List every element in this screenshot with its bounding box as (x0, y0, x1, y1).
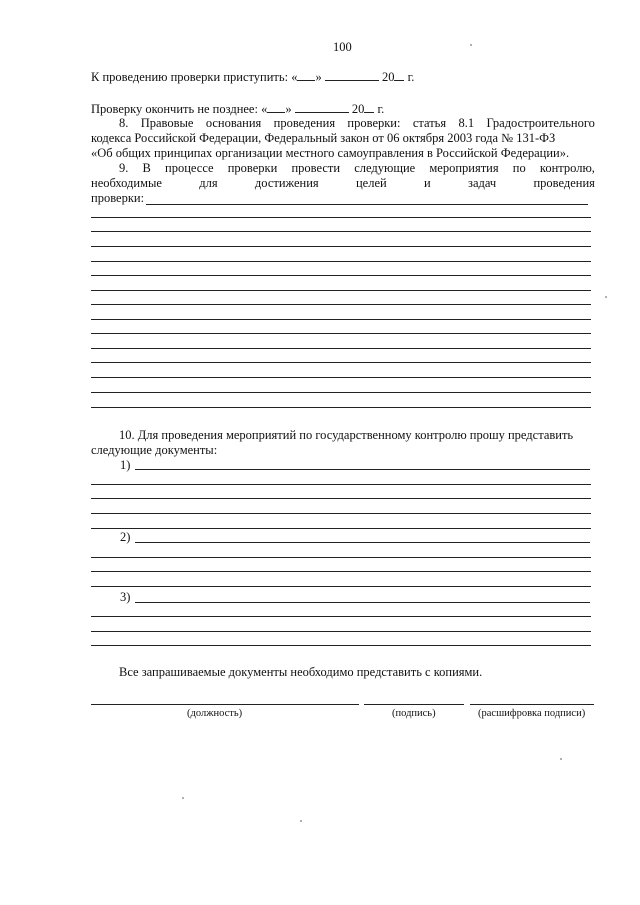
item9-blank-line[interactable] (91, 392, 591, 393)
item9-word: процессе (165, 161, 214, 175)
item9-blank-line[interactable] (91, 377, 591, 378)
item8-word: проведения (273, 116, 336, 130)
item9-blank-line[interactable] (91, 304, 591, 305)
item9-line1 (119, 161, 595, 175)
item10-line1: 10. Для проведения мероприятий по государственному контролю прошу представить (119, 428, 574, 442)
document-entry-2-line[interactable] (91, 557, 591, 558)
start-month-field[interactable] (325, 69, 379, 81)
closing-note: Все запрашиваемые документы необходимо представить с копиями. (119, 665, 483, 679)
item9-word: достижения (254, 176, 319, 190)
position-caption: (должность) (187, 708, 243, 719)
position-line[interactable] (91, 704, 359, 705)
document-entry-1-line[interactable] (91, 498, 591, 499)
start-year-field[interactable] (394, 69, 404, 81)
item8-word: Градостроительного (486, 116, 595, 130)
start-year-prefix: 20 (381, 70, 395, 84)
item9-word: проверки (227, 161, 278, 175)
item9-word: следующие (354, 161, 416, 175)
item9-word: необходимые (91, 176, 162, 190)
document-entry-3-line[interactable] (91, 631, 591, 632)
item9-blank-line[interactable] (91, 246, 591, 247)
document-entry-1-field[interactable] (135, 469, 590, 470)
scan-speck (182, 797, 184, 799)
document-entry-3-line[interactable] (91, 616, 591, 617)
start-quote-open: « (291, 70, 298, 84)
item9-blank-line[interactable] (91, 261, 591, 262)
document-entry-2-number: 2) (120, 530, 131, 544)
signature-decoding-line[interactable] (470, 704, 594, 705)
document-entry-2-field[interactable] (135, 542, 590, 543)
document-entry-3-number: 3) (120, 590, 131, 604)
signature-line[interactable] (364, 704, 464, 705)
document-entry-2-line[interactable] (91, 586, 591, 587)
item9-word: В (142, 161, 151, 175)
page-number: 100 (333, 40, 352, 54)
document-entry-3-field[interactable] (135, 602, 590, 603)
start-date-label: К проведению проверки приступить: (91, 70, 289, 84)
document-entry-1-line[interactable] (91, 528, 591, 529)
end-year-suffix: г. (377, 102, 385, 116)
start-year-suffix: г. (407, 70, 415, 84)
end-date-line (91, 101, 384, 116)
item9-blank-line[interactable] (91, 348, 591, 349)
item10-line2: следующие документы: (91, 443, 218, 457)
item9-blank-line[interactable] (91, 290, 591, 291)
start-day-field[interactable] (297, 69, 315, 81)
end-day-field[interactable] (267, 101, 285, 113)
start-date-line (91, 69, 414, 84)
item9-word: контролю, (539, 161, 595, 175)
document-entry-2-line[interactable] (91, 571, 591, 572)
signature-decoding-caption: (расшифровка подписи) (478, 708, 586, 719)
item9-line3-label: проверки: (91, 191, 145, 205)
document-entry-3-line[interactable] (91, 645, 591, 646)
item8-word: основания (205, 116, 262, 130)
scan-speck (300, 820, 302, 822)
end-year-prefix: 20 (351, 102, 365, 116)
item9-word: проведения (533, 176, 595, 190)
item8-line1 (119, 116, 595, 130)
item8-line2: кодекса Российской Федерации, Федеральный закон от 06 октября 2003 года № 131-ФЗ (91, 131, 556, 145)
item9-fill-line[interactable] (146, 204, 588, 205)
item8-word: Правовые (140, 116, 194, 130)
item9-blank-line[interactable] (91, 319, 591, 320)
end-quote-close: » (285, 102, 292, 116)
item8-word: проверки: (347, 116, 401, 130)
item9-blank-line[interactable] (91, 333, 591, 334)
document-entry-1-line[interactable] (91, 484, 591, 485)
document-entry-1-line[interactable] (91, 513, 591, 514)
item9-word: по (512, 161, 526, 175)
end-year-field[interactable] (364, 101, 374, 113)
item9-word: задач (468, 176, 497, 190)
scan-speck (470, 44, 472, 46)
item9-word: целей (355, 176, 387, 190)
item9-line2 (91, 176, 595, 190)
item8-word: 8. (119, 116, 129, 130)
item9-word: мероприятия (429, 161, 499, 175)
item9-word: для (199, 176, 218, 190)
item9-word: 9. (119, 161, 129, 175)
item9-word: провести (291, 161, 341, 175)
scan-speck (560, 758, 562, 760)
end-date-label: Проверку окончить не позднее: (91, 102, 258, 116)
end-month-field[interactable] (295, 101, 349, 113)
item8-word: статья (412, 116, 447, 130)
document-entry-1-number: 1) (120, 458, 131, 472)
item9-blank-line[interactable] (91, 275, 591, 276)
item8-word: 8.1 (458, 116, 475, 130)
end-quote-open: « (261, 102, 268, 116)
item9-blank-line[interactable] (91, 407, 591, 408)
item9-blank-line[interactable] (91, 231, 591, 232)
scan-speck (605, 296, 607, 298)
item9-blank-line[interactable] (91, 217, 591, 218)
signature-caption: (подпись) (392, 708, 436, 719)
item9-word: и (424, 176, 431, 190)
item9-blank-line[interactable] (91, 362, 591, 363)
start-quote-close: » (315, 70, 322, 84)
item8-line3: «Об общих принципах организации местного самоуправления в Российской Федерации». (91, 146, 570, 160)
